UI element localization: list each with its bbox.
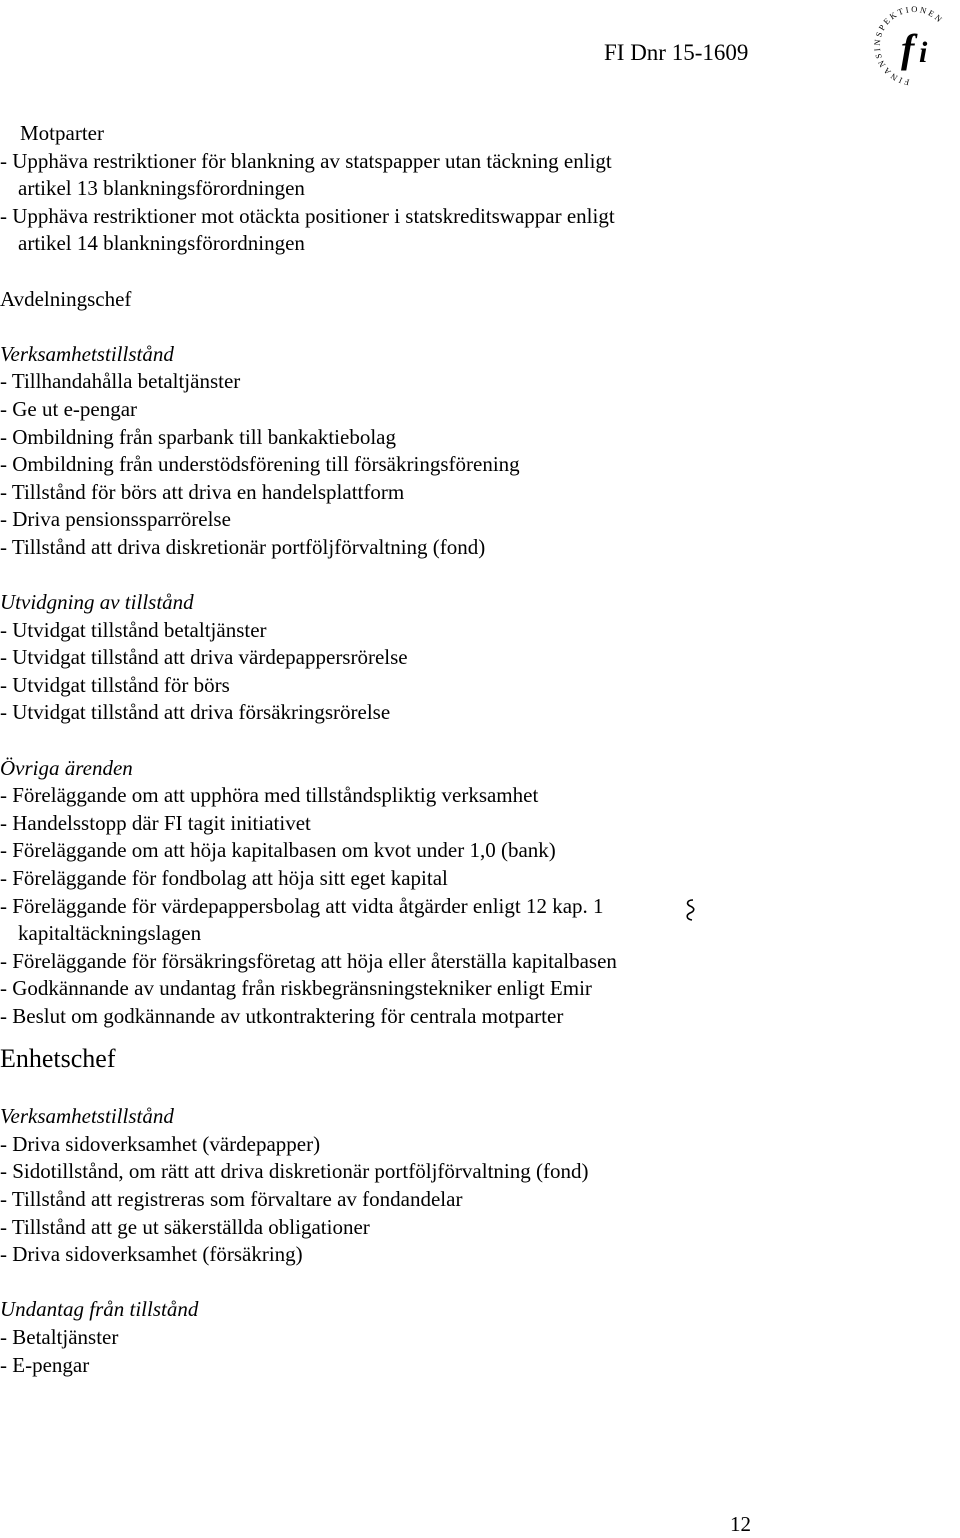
list-item: - Betaltjänster bbox=[0, 1324, 119, 1349]
list-item: - Upphäva restriktioner mot otäckta positioner i statskreditswappar enligt bbox=[0, 203, 615, 228]
list-item: - Driva pensionssparrörelse bbox=[0, 507, 231, 532]
subheading-verksamhetstillstand: Verksamhetstillstånd bbox=[0, 1104, 174, 1129]
list-item: - E-pengar bbox=[0, 1352, 90, 1377]
finansinspektionen-logo bbox=[868, 0, 960, 92]
list-item: - Tillstånd att registreras som förvaltare av fondandelar bbox=[0, 1186, 463, 1211]
list-item: - Ombildning från understödsförening till försäkringsförening bbox=[0, 452, 520, 477]
svg-text:f: f bbox=[901, 26, 915, 71]
document-reference: FI Dnr 15-1609 bbox=[604, 40, 749, 65]
svg-text:i: i bbox=[919, 36, 928, 69]
list-item: - Utvidgat tillstånd betaltjänster bbox=[0, 617, 267, 642]
subheading-undantag: Undantag från tillstånd bbox=[0, 1297, 199, 1322]
list-item: - Utvidgat tillstånd för börs bbox=[0, 672, 230, 697]
list-item: - Föreläggande om att höja kapitalbasen om kvot under 1,0 (bank) bbox=[0, 838, 556, 863]
list-item: - Sidotillstånd, om rätt att driva diskretionär portföljförvaltning (fond) bbox=[0, 1159, 589, 1184]
list-item-continuation: artikel 13 blankningsförordningen bbox=[18, 176, 305, 201]
list-item: - Föreläggande för värdepappersbolag att vidta åtgärder enligt 12 kap. 1 bbox=[0, 893, 604, 918]
list-item: - Utvidgat tillstånd att driva försäkringsrörelse bbox=[0, 700, 391, 725]
section-sign-mark bbox=[683, 898, 697, 922]
list-item: - Föreläggande om att upphöra med tillståndspliktig verksamhet bbox=[0, 783, 539, 808]
subheading-ovriga-arenden: Övriga ärenden bbox=[0, 755, 133, 780]
section-heading-enhetschef: Enhetschef bbox=[0, 1043, 116, 1073]
list-item: - Driva sidoverksamhet (värdepapper) bbox=[0, 1131, 321, 1156]
svg-text:FINANSINSPEKTIONEN: FINANSINSPEKTIONEN bbox=[871, 3, 946, 88]
list-item: - Driva sidoverksamhet (försäkring) bbox=[0, 1242, 303, 1267]
page-number: 12 bbox=[730, 1512, 751, 1536]
list-item-continuation: kapitaltäckningslagen bbox=[18, 921, 202, 946]
list-item: - Tillstånd för börs att driva en handelsplattform bbox=[0, 479, 405, 504]
list-item: - Handelsstopp där FI tagit initiativet bbox=[0, 810, 311, 835]
section-heading-avdelningschef: Avdelningschef bbox=[0, 286, 132, 311]
list-item: - Tillstånd att ge ut säkerställda obligationer bbox=[0, 1214, 370, 1239]
list-item: - Godkännande av undantag från riskbegränsningstekniker enligt Emir bbox=[0, 976, 592, 1001]
list-item: - Utvidgat tillstånd att driva värdepappersrörelse bbox=[0, 645, 408, 670]
list-item: - Beslut om godkännande av utkontraktering för centrala motparter bbox=[0, 1004, 564, 1028]
list-item: - Ombildning från sparbank till bankaktiebolag bbox=[0, 424, 396, 449]
subheading-utvidgning: Utvidgning av tillstånd bbox=[0, 590, 194, 615]
list-item: - Föreläggande för fondbolag att höja sitt eget kapital bbox=[0, 866, 448, 891]
list-item-continuation: artikel 14 blankningsförordningen bbox=[18, 231, 305, 256]
document-body bbox=[0, 120, 955, 1379]
list-item: - Upphäva restriktioner för blankning av statspapper utan täckning enligt bbox=[0, 148, 612, 173]
list-item: - Föreläggande för försäkringsföretag att höja eller återställa kapitalbasen bbox=[0, 948, 617, 973]
subheading-verksamhetstillstand: Verksamhetstillstånd bbox=[0, 341, 174, 366]
list-item: - Ge ut e-pengar bbox=[0, 396, 138, 421]
list-item: - Tillstånd att driva diskretionär portföljförvaltning (fond) bbox=[0, 534, 486, 559]
section-heading-motparter: Motparter bbox=[20, 121, 104, 145]
list-item: - Tillhandahålla betaltjänster bbox=[0, 369, 241, 394]
